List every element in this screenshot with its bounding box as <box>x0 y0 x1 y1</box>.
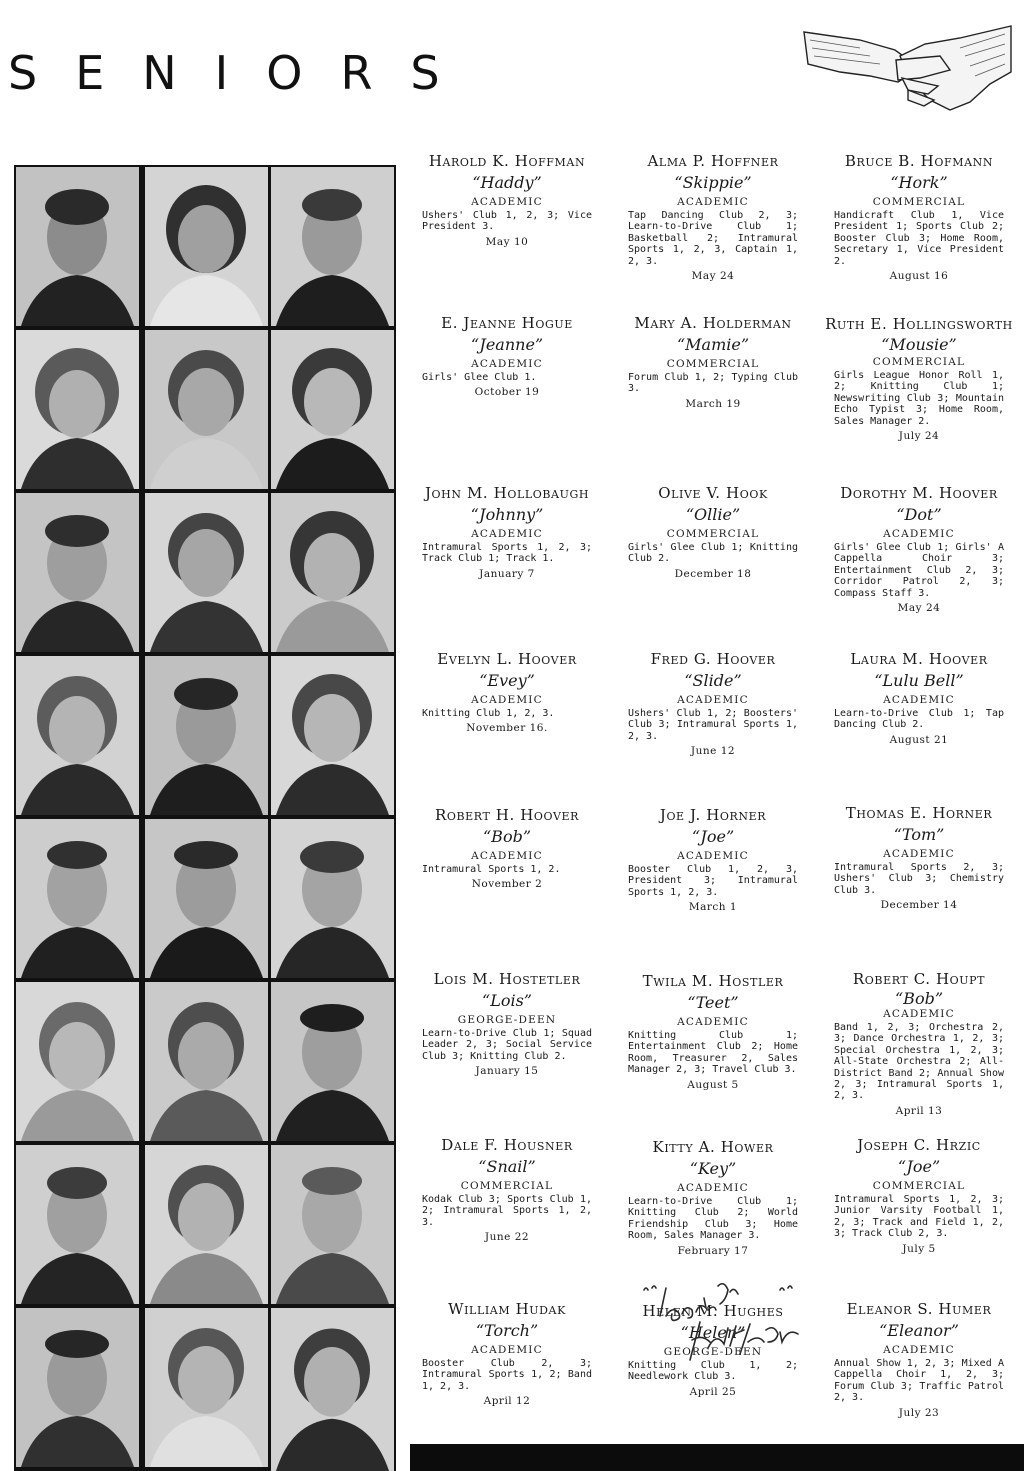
course: COMMERCIAL <box>666 528 760 540</box>
student-name: William Hudak <box>448 1300 566 1318</box>
portrait-photo <box>271 982 394 1141</box>
portrait-photo <box>271 1308 394 1471</box>
birthday: January 7 <box>479 567 535 580</box>
senior-entry <box>824 314 1014 443</box>
birthday: February 17 <box>677 1244 749 1257</box>
birthday: April 13 <box>895 1104 943 1117</box>
senior-entry <box>412 970 602 1078</box>
senior-entry <box>412 484 602 580</box>
course: ACADEMIC <box>883 848 955 860</box>
nickname: “Haddy” <box>472 173 542 192</box>
nickname: “Jeanne” <box>470 335 544 354</box>
student-name: Laura M. Hoover <box>850 650 988 668</box>
course: ACADEMIC <box>883 694 955 706</box>
senior-entry <box>618 1138 808 1257</box>
course: ACADEMIC <box>883 1008 955 1020</box>
course: ACADEMIC <box>471 528 543 540</box>
birthday: December 14 <box>880 899 958 912</box>
birthday: October 19 <box>474 386 540 399</box>
handwritten-signature <box>630 1268 810 1378</box>
activities: Intramural Sports 1, 2. <box>422 864 561 875</box>
nickname: “Torch” <box>475 1321 539 1340</box>
nickname: “Joe” <box>897 1157 941 1176</box>
portrait-photo <box>145 819 268 978</box>
course: GEORGE-DEEN <box>663 1346 763 1358</box>
nickname: “Snail” <box>478 1157 536 1176</box>
birthday: August 21 <box>889 733 949 746</box>
student-name: Dale F. Housner <box>441 1136 573 1154</box>
birthday: April 25 <box>689 1385 737 1398</box>
course: COMMERCIAL <box>872 1180 966 1192</box>
course: COMMERCIAL <box>666 358 760 370</box>
portrait-photo <box>145 656 268 815</box>
senior-entry <box>618 484 808 580</box>
nickname: “Hork” <box>890 173 948 192</box>
senior-entry <box>824 804 1014 912</box>
senior-entry <box>824 1300 1014 1419</box>
student-name: Eleanor S. Humer <box>846 1300 992 1318</box>
birthday: May 24 <box>897 602 941 615</box>
activities: Booster Club 1, 2, 3, President 3; Intramural Sports 1, 2, 3. <box>628 864 798 898</box>
portrait-photo <box>271 167 394 326</box>
course: ACADEMIC <box>677 1182 749 1194</box>
activities: Annual Show 1, 2, 3; Mixed A Cappella Choir 1, 2, 3; Forum Club 3; Traffic Patrol 2, 3. <box>834 1358 1004 1404</box>
nickname: “Lois” <box>482 991 532 1010</box>
course: ACADEMIC <box>471 358 543 370</box>
student-name: Lois M. Hostetler <box>433 970 581 988</box>
birthday: June 22 <box>484 1231 530 1244</box>
course: ACADEMIC <box>883 1344 955 1356</box>
birthday: November 16. <box>466 722 548 735</box>
activities: Band 1, 2, 3; Orchestra 2, 3; Dance Orchestra 1, 2, 3; Special Orchestra 1, 2, 3; All-State Orchestra 2; All-District Band 2; Annual Show 2, 3; Intramural Sports 1, 2, 3. <box>834 1022 1004 1102</box>
portrait-photo <box>16 1145 139 1304</box>
birthday: August 16 <box>889 270 949 283</box>
birthday: August 5 <box>687 1078 739 1091</box>
course: COMMERCIAL <box>872 196 966 208</box>
senior-entry <box>824 970 1014 1117</box>
student-name: Mary A. Holderman <box>634 314 792 332</box>
portrait-photo <box>271 493 394 652</box>
birthday: January 15 <box>475 1065 539 1078</box>
senior-entry <box>824 1136 1014 1255</box>
senior-entry <box>412 650 602 735</box>
senior-entry <box>412 1300 602 1408</box>
nickname: “Dot” <box>896 505 942 524</box>
student-name: Dorothy M. Hoover <box>840 484 998 502</box>
student-name: John M. Hollobaugh <box>424 484 590 502</box>
student-name: Harold K. Hoffman <box>428 152 586 170</box>
nickname: “Mamie” <box>676 335 750 354</box>
portrait-photo <box>271 1145 394 1304</box>
birthday: April 12 <box>483 1395 531 1408</box>
activities: Handicraft Club 1, Vice President 1; Sports Club 2; Booster Club 3; Home Room, Secretary 1, Vice President 2. <box>834 210 1004 267</box>
nickname: “Lulu Bell” <box>874 671 964 690</box>
portrait-photo <box>16 1308 139 1467</box>
birthday: November 2 <box>471 878 543 891</box>
activities: Ushers' Club 1, 2; Boosters' Club 3; Intramural Sports 1, 2, 3. <box>628 708 798 742</box>
nickname: “Evey” <box>479 671 535 690</box>
portrait-photo <box>16 330 139 489</box>
portrait-photo <box>271 819 394 978</box>
activities: Intramural Sports 1, 2, 3; Junior Varsity Football 1, 2, 3; Track and Field 1, 2, 3; Track Club 2, 3. <box>834 1194 1004 1240</box>
birthday: July 24 <box>898 430 940 443</box>
nickname: “Johnny” <box>470 505 544 524</box>
activities: Learn-to-Drive Club 1; Tap Dancing Club 2. <box>834 708 1004 731</box>
nickname: “Teet” <box>687 993 739 1012</box>
birthday: July 5 <box>902 1242 936 1255</box>
activities: Girls' Glee Club 1; Knitting Club 2. <box>628 542 798 565</box>
activities: Forum Club 1, 2; Typing Club 3. <box>628 372 798 395</box>
nickname: “Key” <box>689 1159 737 1178</box>
senior-entry <box>618 650 808 758</box>
activities: Learn-to-Drive Club 1; Knitting Club 2; World Friendship Club 3; Home Room, Sales Manager 3. <box>628 1196 798 1242</box>
birthday: May 24 <box>691 270 735 283</box>
nickname: “Mousie” <box>881 335 957 354</box>
course: COMMERCIAL <box>872 356 966 368</box>
activities: Girls' Glee Club 1; Girls' A Cappella Choir 3; Entertainment Club 2, 3; Corridor Patrol 2, 3; Compass Staff 3. <box>834 542 1004 599</box>
birthday: December 18 <box>674 567 752 580</box>
activities: Learn-to-Drive Club 1; Squad Leader 2, 3; Social Service Club 3; Knitting Club 2. <box>422 1028 592 1062</box>
course: ACADEMIC <box>471 1344 543 1356</box>
student-name: Robert C. Houpt <box>852 970 986 988</box>
senior-entry <box>824 152 1014 283</box>
student-name: E. Jeanne Hogue <box>441 314 573 332</box>
activities: Booster Club 2, 3; Intramural Sports 1, 2; Band 1, 2, 3. <box>422 1358 592 1392</box>
portrait-photo <box>145 493 268 652</box>
portrait-photo <box>145 982 268 1141</box>
nickname: “Skippie” <box>674 173 752 192</box>
course: ACADEMIC <box>677 694 749 706</box>
senior-entry <box>618 806 808 914</box>
nickname: “Slide” <box>684 671 742 690</box>
student-name: Fred G. Hoover <box>650 650 776 668</box>
portrait-photo <box>16 819 139 978</box>
student-name: Alma P. Hoffner <box>647 152 779 170</box>
portrait-photo <box>145 330 268 489</box>
student-name: Evelyn L. Hoover <box>437 650 577 668</box>
nickname: “Bob” <box>895 989 943 1008</box>
course: ACADEMIC <box>471 694 543 706</box>
activities: Ushers' Club 1, 2, 3; Vice President 3. <box>422 210 592 233</box>
course: GEORGE-DEEN <box>457 1014 557 1026</box>
course: ACADEMIC <box>471 850 543 862</box>
activities: Girls League Honor Roll 1, 2; Knitting Club 1; Newswriting Club 3; Mountain Echo Typist 3; Home Room, Sales Manager 2. <box>834 370 1004 427</box>
course: COMMERCIAL <box>460 1180 554 1192</box>
senior-entry <box>618 152 808 283</box>
senior-entry <box>412 806 602 891</box>
handshake-icon <box>800 20 1015 115</box>
nickname: “Eleanor” <box>879 1321 959 1340</box>
activities: Intramural Sports 1, 2, 3; Track Club 1; Track 1. <box>422 542 592 565</box>
senior-entry <box>412 1136 602 1244</box>
student-name: Joseph C. Hrzic <box>857 1136 981 1154</box>
portrait-photo <box>271 330 394 489</box>
birthday: March 19 <box>685 397 741 410</box>
page-title: SENIORS <box>8 46 478 100</box>
footer-bar <box>410 1444 1024 1471</box>
portrait-photo <box>271 656 394 815</box>
student-name: Kitty A. Hower <box>652 1138 774 1156</box>
activities: Knitting Club 1; Entertainment Club 2; Home Room, Treasurer 2, Sales Manager 2, 3; Travel Club 3. <box>628 1030 798 1076</box>
course: ACADEMIC <box>471 196 543 208</box>
birthday: June 12 <box>690 745 736 758</box>
course: ACADEMIC <box>883 528 955 540</box>
senior-entry <box>824 484 1014 615</box>
portrait-photo <box>145 1308 268 1467</box>
senior-entry <box>412 314 602 399</box>
course: ACADEMIC <box>677 196 749 208</box>
nickname: “Ollie” <box>685 505 741 524</box>
birthday: July 23 <box>898 1406 940 1419</box>
senior-entry <box>618 314 808 410</box>
nickname: “Bob” <box>483 827 531 846</box>
portrait-photo <box>145 167 268 326</box>
senior-entry <box>618 972 808 1091</box>
student-name: Twila M. Hostler <box>642 972 784 990</box>
portrait-photo <box>16 656 139 815</box>
activities: Knitting Club 1, 2, 3. <box>422 708 555 719</box>
student-name: Thomas E. Horner <box>845 804 993 822</box>
student-name: Ruth E. Hollingsworth <box>825 315 1013 333</box>
nickname: “Joe” <box>691 827 735 846</box>
nickname: “Tom” <box>893 825 945 844</box>
birthday: March 1 <box>688 901 738 914</box>
birthday: May 10 <box>485 235 529 248</box>
student-name: Robert H. Hoover <box>434 806 580 824</box>
portrait-photo <box>145 1145 268 1304</box>
course: ACADEMIC <box>677 1016 749 1028</box>
portrait-photo <box>16 982 139 1141</box>
student-name: Bruce B. Hofmann <box>844 152 994 170</box>
portrait-photo <box>16 167 139 326</box>
student-name: Joe J. Horner <box>659 806 767 824</box>
course: ACADEMIC <box>677 850 749 862</box>
student-name: Helen M. Hughes <box>642 1302 784 1320</box>
activities: Intramural Sports 2, 3; Ushers' Club 3; Chemistry Club 3. <box>834 862 1004 896</box>
activities: Girls' Glee Club 1. <box>422 372 537 383</box>
student-name: Olive V. Hook <box>658 484 768 502</box>
portrait-grid <box>14 165 396 1471</box>
portrait-photo <box>16 493 139 652</box>
senior-entry <box>824 650 1014 746</box>
activities: Tap Dancing Club 2, 3; Learn-to-Drive Club 1; Basketball 2; Intramural Sports 1, 2, 3, Captain 1, 2, 3. <box>628 210 798 267</box>
nickname: “Helen” <box>680 1323 746 1342</box>
senior-entry <box>412 152 602 248</box>
activities: Kodak Club 3; Sports Club 1, 2; Intramural Sports 1, 2, 3. <box>422 1194 592 1228</box>
activities: Knitting Club 1, 2; Needlework Club 3. <box>628 1360 798 1383</box>
